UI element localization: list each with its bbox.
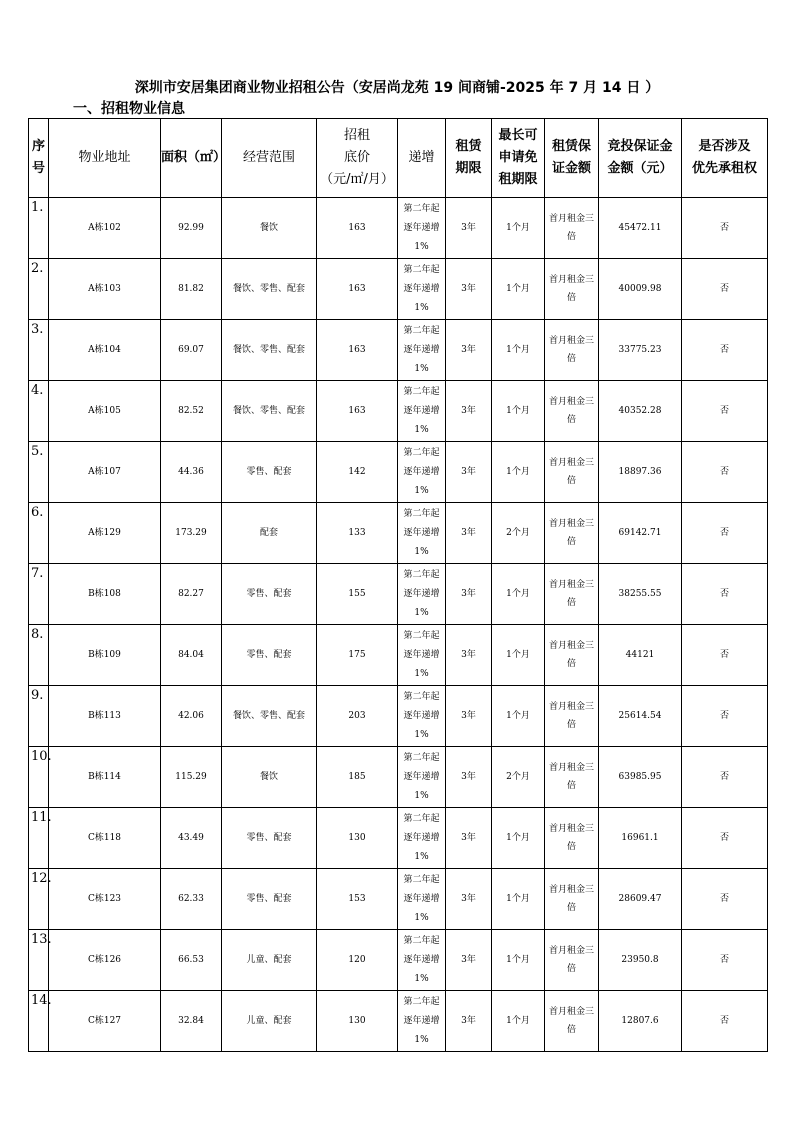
document-title: 深圳市安居集团商业物业招租公告（安居尚龙苑 19 间商铺-2025 年 7 月 14 日 ） [134,80,660,96]
cell-text: 1% [414,424,429,435]
cell-text: 第二年起 [403,203,440,214]
table-row [29,259,768,320]
row-area: 66.53 [161,930,222,991]
cell-text: 逐年递增 [403,1015,440,1026]
row-area: 92.99 [161,198,222,259]
row-bid-deposit: 40009.98 [599,259,682,320]
row-free-period: 1个月 [492,991,545,1052]
row-price: 155 [317,564,398,625]
row-priority: 否 [682,381,768,442]
cell-text: 第二年起 [403,325,440,336]
row-price: 203 [317,686,398,747]
row-bid-deposit: 16961.1 [599,808,682,869]
row-free-period: 2个月 [492,747,545,808]
row-term: 3年 [446,564,492,625]
row-address: B栋109 [49,625,161,686]
row-price: 185 [317,747,398,808]
row-deposit [545,930,599,991]
row-priority: 否 [682,320,768,381]
cell-text: 逐年递增 [403,588,440,599]
cell-text: 首月租金三 [548,519,594,529]
cell-text: 逐年递增 [403,405,440,416]
row-bid-deposit: 25614.54 [599,686,682,747]
header-text: 证金额 [551,161,591,176]
row-scope: 配套 [222,503,317,564]
row-seq: 4. [29,381,49,442]
row-increment [398,564,446,625]
header-increment [398,119,446,198]
row-seq: 3. [29,320,49,381]
row-term: 3年 [446,442,492,503]
row-bid-deposit: 12807.6 [599,991,682,1052]
header-text: 期限 [455,161,482,176]
row-scope: 餐饮、零售、配套 [222,381,317,442]
row-scope: 零售、配套 [222,808,317,869]
row-scope: 儿童、配套 [222,991,317,1052]
row-seq: 11. [29,808,49,869]
row-priority: 否 [682,991,768,1052]
header-deposit [545,119,599,198]
row-area: 81.82 [161,259,222,320]
header-text: 经营范围 [242,150,295,165]
row-term: 3年 [446,381,492,442]
row-bid-deposit: 23950.8 [599,930,682,991]
header-text: 序 [31,139,45,154]
row-priority: 否 [682,564,768,625]
header-text: 租赁保 [551,139,591,154]
row-address: C栋126 [49,930,161,991]
row-seq: 9. [29,686,49,747]
cell-text: 倍 [566,354,576,364]
cell-text: 逐年递增 [403,649,440,660]
row-term: 3年 [446,808,492,869]
header-text: （元/㎡/月） [320,172,394,187]
row-scope: 餐饮、零售、配套 [222,686,317,747]
row-bid-deposit: 38255.55 [599,564,682,625]
cell-text: 1% [414,302,429,313]
cell-text: 首月租金三 [548,885,594,895]
row-scope: 零售、配套 [222,869,317,930]
row-seq: 8. [29,625,49,686]
cell-text: 1% [414,851,429,862]
cell-text: 1% [414,729,429,740]
cell-text: 首月租金三 [548,214,594,224]
row-bid-deposit: 28609.47 [599,869,682,930]
row-bid-deposit: 69142.71 [599,503,682,564]
cell-text: 第二年起 [403,935,440,946]
row-priority: 否 [682,625,768,686]
row-deposit [545,991,599,1052]
row-address: C栋127 [49,991,161,1052]
row-address: C栋118 [49,808,161,869]
row-area: 69.07 [161,320,222,381]
row-address: B栋114 [49,747,161,808]
cell-text: 倍 [566,659,576,669]
cell-text: 1% [414,363,429,374]
row-increment [398,259,446,320]
cell-text: 第二年起 [403,691,440,702]
cell-text: 第二年起 [403,569,440,580]
header-term [446,119,492,198]
header-text: 租期限 [498,172,538,187]
header-text: 是否涉及 [698,139,751,154]
header-text: 金额（元） [607,161,673,176]
row-address: A栋105 [49,381,161,442]
row-scope: 零售、配套 [222,625,317,686]
row-address: B栋113 [49,686,161,747]
cell-text: 首月租金三 [548,397,594,407]
header-text: 优先承租权 [691,161,757,176]
cell-text: 倍 [566,964,576,974]
cell-text: 第二年起 [403,813,440,824]
row-deposit [545,625,599,686]
cell-text: 1% [414,546,429,557]
cell-text: 逐年递增 [403,771,440,782]
row-seq: 10. [29,747,49,808]
row-address: A栋102 [49,198,161,259]
row-scope: 儿童、配套 [222,930,317,991]
row-increment [398,320,446,381]
cell-text: 倍 [566,293,576,303]
row-area: 173.29 [161,503,222,564]
cell-text: 首月租金三 [548,824,594,834]
header-scope [222,119,317,198]
row-free-period: 1个月 [492,320,545,381]
row-free-period: 2个月 [492,503,545,564]
table-row [29,747,768,808]
cell-text: 首月租金三 [548,458,594,468]
row-priority: 否 [682,747,768,808]
row-area: 82.27 [161,564,222,625]
table-row [29,503,768,564]
row-free-period: 1个月 [492,686,545,747]
cell-text: 第二年起 [403,447,440,458]
row-priority: 否 [682,503,768,564]
row-priority: 否 [682,869,768,930]
cell-text: 首月租金三 [548,336,594,346]
cell-text: 首月租金三 [548,580,594,590]
row-seq: 5. [29,442,49,503]
row-priority: 否 [682,930,768,991]
row-scope: 零售、配套 [222,564,317,625]
row-deposit [545,259,599,320]
row-seq: 7. [29,564,49,625]
row-increment [398,625,446,686]
cell-text: 倍 [566,232,576,242]
row-term: 3年 [446,747,492,808]
row-scope: 餐饮 [222,747,317,808]
cell-text: 倍 [566,842,576,852]
row-seq: 14. [29,991,49,1052]
header-text: 号 [31,161,45,176]
row-deposit [545,747,599,808]
row-price: 163 [317,320,398,381]
cell-text: 逐年递增 [403,344,440,355]
cell-text: 逐年递增 [403,466,440,477]
cell-text: 逐年递增 [403,222,440,233]
cell-text: 逐年递增 [403,954,440,965]
table-row [29,808,768,869]
row-priority: 否 [682,259,768,320]
cell-text: 逐年递增 [403,710,440,721]
row-bid-deposit: 44121 [599,625,682,686]
cell-text: 倍 [566,720,576,730]
cell-text: 1% [414,1034,429,1045]
row-area: 42.06 [161,686,222,747]
cell-text: 倍 [566,476,576,486]
row-area: 43.49 [161,808,222,869]
row-scope: 餐饮 [222,198,317,259]
cell-text: 倍 [566,415,576,425]
table-row [29,320,768,381]
row-deposit [545,686,599,747]
row-free-period: 1个月 [492,869,545,930]
cell-text: 第二年起 [403,264,440,275]
cell-text: 首月租金三 [548,946,594,956]
header-text: 面积（㎡） [161,150,227,165]
table-row [29,991,768,1052]
cell-text: 第二年起 [403,752,440,763]
cell-text: 1% [414,668,429,679]
row-deposit [545,198,599,259]
row-scope: 餐饮、零售、配套 [222,320,317,381]
row-seq: 13. [29,930,49,991]
row-bid-deposit: 33775.23 [599,320,682,381]
row-deposit [545,808,599,869]
row-address: A栋104 [49,320,161,381]
cell-text: 1% [414,485,429,496]
cell-text: 首月租金三 [548,275,594,285]
row-priority: 否 [682,198,768,259]
header-seq [29,119,49,198]
row-term: 3年 [446,869,492,930]
cell-text: 首月租金三 [548,763,594,773]
row-deposit [545,869,599,930]
row-seq: 12. [29,869,49,930]
header-text: 最长可 [498,128,538,143]
row-free-period: 1个月 [492,930,545,991]
table-header-row [29,119,768,198]
row-term: 3年 [446,259,492,320]
row-price: 120 [317,930,398,991]
row-deposit [545,564,599,625]
row-price: 175 [317,625,398,686]
row-area: 44.36 [161,442,222,503]
row-bid-deposit: 40352.28 [599,381,682,442]
row-term: 3年 [446,625,492,686]
header-text: 竞投保证金 [607,139,673,154]
table-row [29,625,768,686]
table-body [29,198,768,1052]
row-free-period: 1个月 [492,564,545,625]
row-term: 3年 [446,991,492,1052]
section-heading: 一、招租物业信息 [73,101,185,117]
cell-text: 1% [414,607,429,618]
row-deposit [545,442,599,503]
row-increment [398,747,446,808]
table-row [29,930,768,991]
row-free-period: 1个月 [492,808,545,869]
row-seq: 2. [29,259,49,320]
row-area: 82.52 [161,381,222,442]
cell-text: 第二年起 [403,630,440,641]
row-area: 115.29 [161,747,222,808]
row-address: C栋123 [49,869,161,930]
header-text: 递增 [408,150,435,165]
row-increment [398,198,446,259]
row-free-period: 1个月 [492,442,545,503]
row-increment [398,991,446,1052]
header-text: 申请免 [498,150,538,165]
header-address [49,119,161,198]
row-deposit [545,381,599,442]
row-increment [398,869,446,930]
cell-text: 倍 [566,903,576,913]
table-row [29,564,768,625]
row-price: 130 [317,808,398,869]
cell-text: 首月租金三 [548,641,594,651]
row-price: 163 [317,259,398,320]
cell-text: 1% [414,790,429,801]
row-increment [398,442,446,503]
row-price: 163 [317,198,398,259]
cell-text: 第二年起 [403,874,440,885]
row-price: 133 [317,503,398,564]
row-priority: 否 [682,442,768,503]
row-term: 3年 [446,686,492,747]
cell-text: 逐年递增 [403,893,440,904]
row-bid-deposit: 63985.95 [599,747,682,808]
row-price: 163 [317,381,398,442]
cell-text: 倍 [566,537,576,547]
row-price: 130 [317,991,398,1052]
row-address: A栋129 [49,503,161,564]
cell-text: 首月租金三 [548,702,594,712]
cell-text: 1% [414,241,429,252]
header-area [161,119,227,198]
header-bid-deposit [599,119,682,198]
row-scope: 零售、配套 [222,442,317,503]
row-free-period: 1个月 [492,198,545,259]
row-increment [398,686,446,747]
row-seq: 6. [29,503,49,564]
cell-text: 第二年起 [403,386,440,397]
table-row [29,686,768,747]
cell-text: 第二年起 [403,996,440,1007]
cell-text: 首月租金三 [548,1007,594,1017]
cell-text: 逐年递增 [403,283,440,294]
header-text: 物业地址 [78,150,131,165]
cell-text: 倍 [566,1025,576,1035]
cell-text: 逐年递增 [403,832,440,843]
row-bid-deposit: 45472.11 [599,198,682,259]
row-deposit [545,320,599,381]
row-free-period: 1个月 [492,381,545,442]
cell-text: 第二年起 [403,508,440,519]
row-priority: 否 [682,686,768,747]
row-term: 3年 [446,930,492,991]
table-row [29,198,768,259]
row-address: A栋107 [49,442,161,503]
row-term: 3年 [446,320,492,381]
row-increment [398,503,446,564]
header-text: 租赁 [455,139,482,154]
row-free-period: 1个月 [492,259,545,320]
row-scope: 餐饮、零售、配套 [222,259,317,320]
row-seq: 1. [29,198,49,259]
row-free-period: 1个月 [492,625,545,686]
cell-text: 逐年递增 [403,527,440,538]
cell-text: 倍 [566,781,576,791]
table-row [29,869,768,930]
row-increment [398,381,446,442]
row-area: 62.33 [161,869,222,930]
header-free-period [492,119,545,198]
table-row [29,442,768,503]
row-price: 142 [317,442,398,503]
row-address: B栋108 [49,564,161,625]
header-text: 底价 [343,150,370,165]
header-priority [682,119,768,198]
cell-text: 倍 [566,598,576,608]
row-area: 32.84 [161,991,222,1052]
row-address: A栋103 [49,259,161,320]
row-bid-deposit: 18897.36 [599,442,682,503]
row-term: 3年 [446,503,492,564]
row-price: 153 [317,869,398,930]
cell-text: 1% [414,973,429,984]
row-term: 3年 [446,198,492,259]
row-deposit [545,503,599,564]
header-text: 招租 [343,128,370,143]
header-price [317,119,398,198]
cell-text: 1% [414,912,429,923]
row-priority: 否 [682,808,768,869]
property-table [28,118,768,1052]
row-increment [398,930,446,991]
row-area: 84.04 [161,625,222,686]
table-row [29,381,768,442]
row-increment [398,808,446,869]
